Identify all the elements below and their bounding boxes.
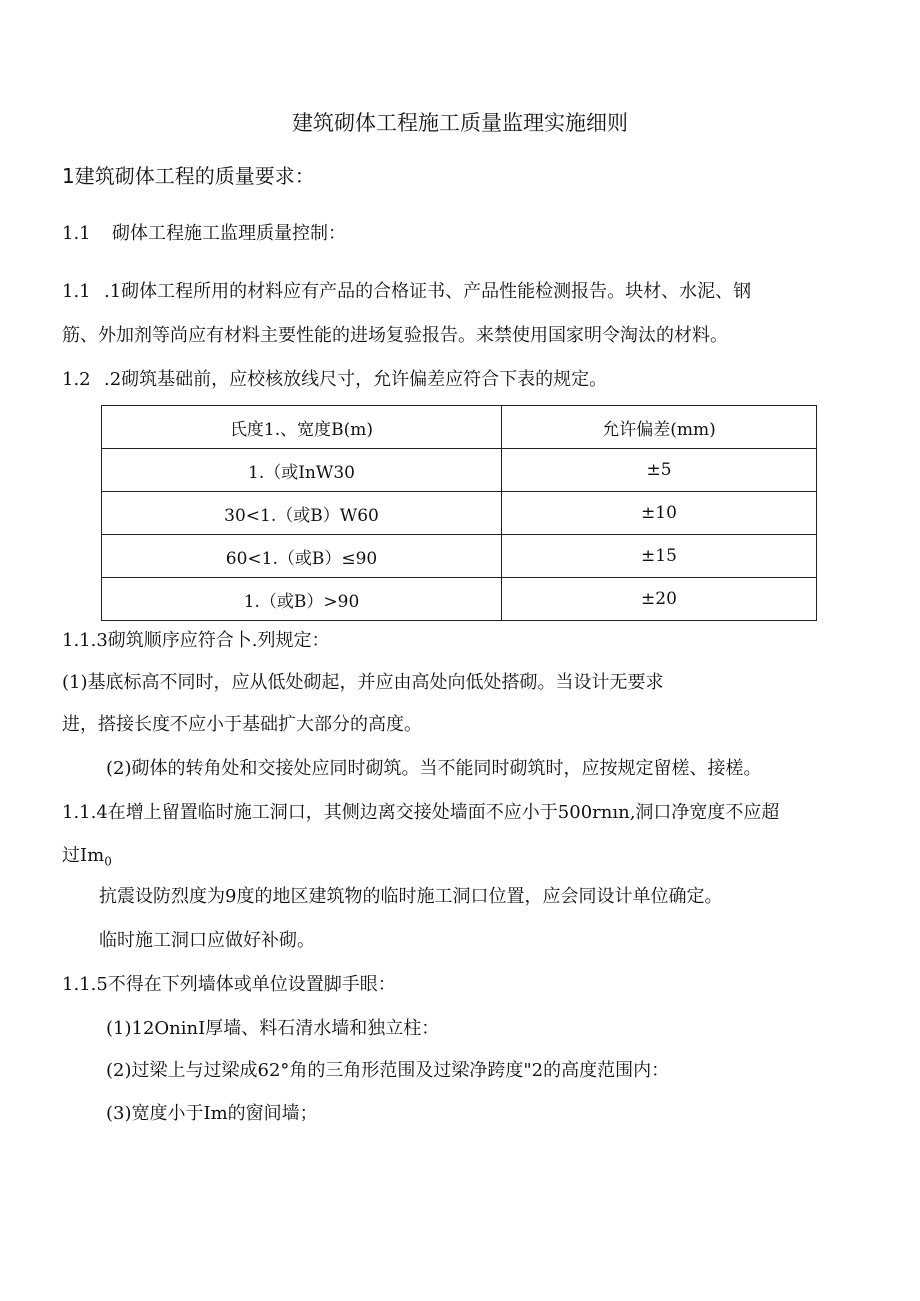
table-header-cell: 允许偏差(mm) [502,406,817,449]
clause-number: 1.2 [62,369,91,390]
clause-1-1-3-item1-line1: (1)基底标高不同时，应从低处砌起，并应由高处向低处搭砌。当设计无要求 [62,672,664,693]
clause-1-1-3-item2: (2)砌体的转角处和交接处应同时砌筑。当不能同时砌筑时，应按规定留槎、接槎。 [106,758,762,779]
clause-1-1-3-item1-line2: 进，搭接长度不应小于基础扩大部分的高度。 [62,714,422,735]
table-cell: ±5 [502,449,817,492]
table-cell: 1.（或B）>90 [102,578,502,621]
table-header-cell: 氏度1.、宽度B(m) [102,406,502,449]
subsection-number: 1.1 [62,223,91,244]
clause-text: .2砌筑基础前，应校核放线尺寸，允许偏差应符合下表的规定。 [104,369,608,390]
table-cell: ±15 [502,535,817,578]
list-item: (1)12OninI厚墙、料石清水墙和独立柱： [106,1018,440,1039]
table-row [102,449,817,492]
table-cell: 30<1.（或B）W60 [102,492,502,535]
table-row [102,578,817,621]
list-item: (2)过梁上与过梁成62°角的三角形范围及过梁净跨度"2的高度范围内： [106,1060,670,1081]
clause-1-1-4-para2: 临时施工洞口应做好补砌。 [99,930,315,951]
subscript: 0 [104,854,112,869]
clause-1-1-1-line2: 筋、外加剂等尚应有材料主要性能的进场复验报告。来禁使用国家明令淘汰的材料。 [62,325,728,346]
table-row [102,535,817,578]
clause-1-1-5-heading: 1.1.5不得在下列墙体或单位设置脚手眼： [62,974,396,995]
table-row [102,492,817,535]
table-cell: 1.（或InW30 [102,449,502,492]
clause-text: .1砌体工程所用的材料应有产品的合格证书、产品性能检测报告。块材、水泥、钢 [104,281,752,302]
clause-1-1-1-line1 [62,277,751,303]
clause-1-1-2 [62,365,607,391]
table-header-row [102,406,817,449]
table-cell: 60<1.（或B）≤90 [102,535,502,578]
clause-1-1-4-line1: 1.1.4在增上留置临时施工洞口，其侧边离交接处墙面不应小于500rnın,洞口净宽度不应超 [62,802,780,823]
table-cell: ±10 [502,492,817,535]
table-cell: ±20 [502,578,817,621]
clause-1-1-3-heading: 1.1.3砌筑顺序应符合卜.列规定： [62,630,330,651]
clause-number: 1.1 [62,281,91,302]
clause-text: 过Im [62,845,105,866]
subsection-1-1 [62,219,346,245]
section-heading-1: 1建筑砌体工程的质量要求： [62,164,315,188]
document-title: 建筑砌体工程施工质量监理实施细则 [292,111,628,135]
clause-1-1-4-line2 [62,841,112,869]
subsection-text: 砌体工程施工监理质量控制： [112,223,346,244]
clause-1-1-4-para1: 抗震设防烈度为9度的地区建筑物的临时施工洞口位置，应会同设计单位确定。 [99,886,723,907]
deviation-table [101,405,817,621]
list-item: (3)宽度小于Im的窗间墙； [106,1103,318,1124]
